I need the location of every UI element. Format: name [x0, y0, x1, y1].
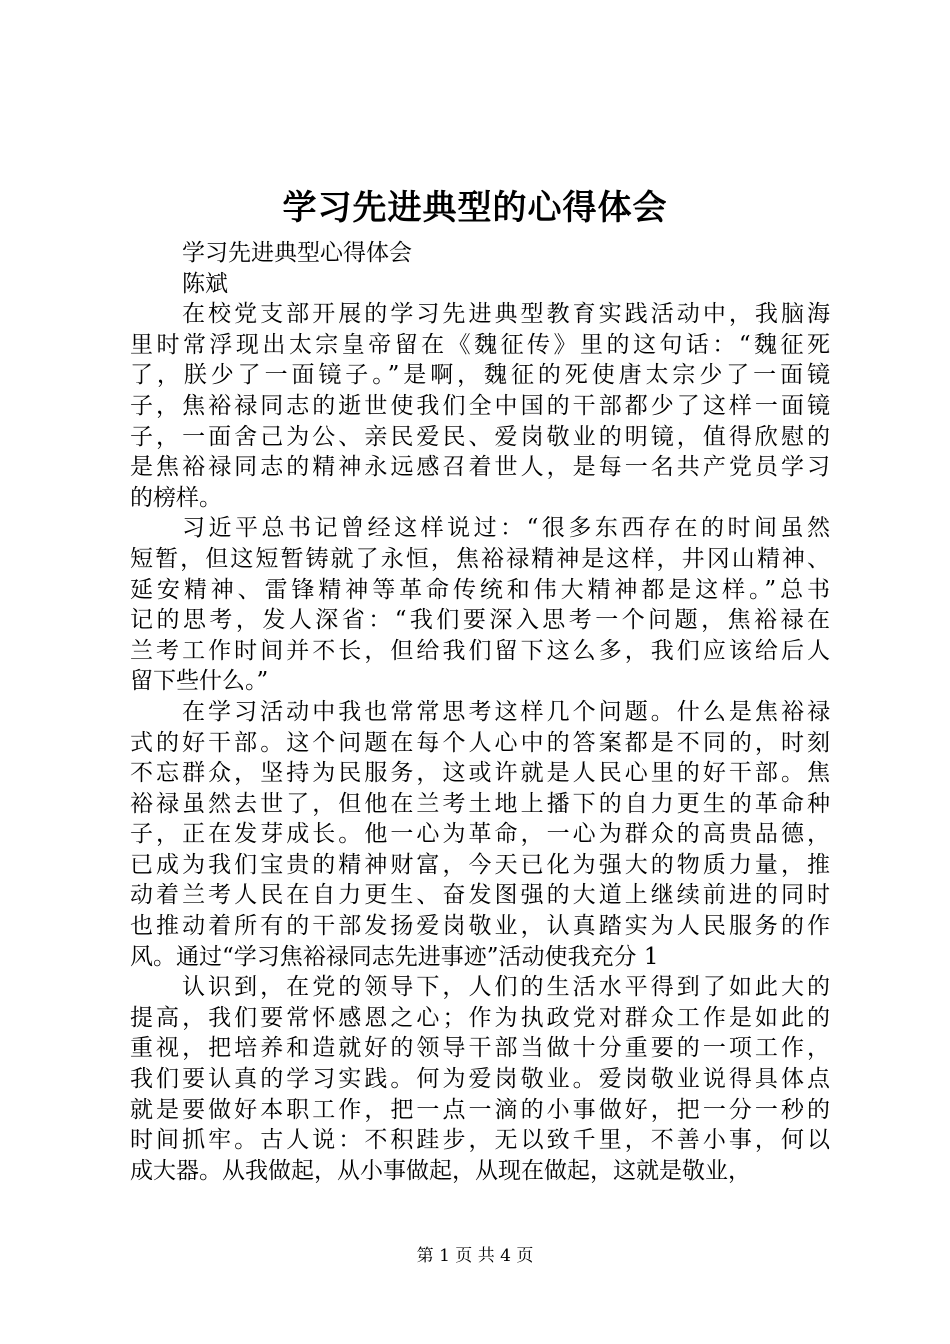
- paragraph-line: 延安精神、雷锋精神等革命传统和伟大精神都是这样。”总书: [130, 576, 830, 603]
- paragraph-line: 提高，我们要常怀感恩之心；作为执政党对群众工作是如此的: [130, 1004, 830, 1031]
- paragraph-line: 式的好干部。这个问题在每个人心中的答案都是不同的，时刻: [130, 729, 830, 756]
- document-title: 学习先进典型的心得体会: [282, 188, 668, 228]
- paragraph-line: 已成为我们宝贵的精神财富，今天已化为强大的物质力量，推: [130, 851, 830, 878]
- paragraph-line: 我们要认真的学习实践。何为爱岗敬业。爱岗敬业说得具体点: [130, 1066, 830, 1093]
- paragraph-line: 子，正在发芽成长。他一心为革命，一心为群众的高贵品德，: [130, 821, 830, 848]
- paragraph: [130, 299, 830, 513]
- paragraph-line: 兰考工作时间并不长，但给我们留下这么多，我们应该给后人: [130, 637, 830, 664]
- paragraph: [130, 972, 830, 1186]
- paragraph: [130, 697, 830, 972]
- paragraph-line: 重视，把培养和造就好的领导干部当做十分重要的一项工作，: [130, 1035, 830, 1062]
- paragraph-line: 子，焦裕禄同志的逝世使我们全中国的干部都少了这样一面镜: [130, 392, 830, 419]
- page-footer: 第 1 页 共 4 页: [416, 1246, 534, 1266]
- paragraph-line: 风。通过“学习焦裕禄同志先进事迹”活动使我充分 1: [130, 943, 659, 970]
- document-subtitle: 学习先进典型心得体会: [182, 240, 412, 266]
- paragraph-line: 的榜样。: [130, 484, 222, 511]
- paragraph-line: 就是要做好本职工作，把一点一滴的小事做好，把一分一秒的: [130, 1096, 830, 1123]
- paragraph-line: 里时常浮现出太宗皇帝留在《魏征传》里的这句话：“魏征死: [130, 331, 830, 358]
- paragraph-line: 在学习活动中我也常常思考这样几个问题。什么是焦裕禄: [182, 698, 830, 725]
- paragraph-line: 子，一面舍己为公、亲民爱民、爱岗敬业的明镜，值得欣慰的: [130, 423, 830, 450]
- paragraph-line: 认识到，在党的领导下，人们的生活水平得到了如此大的: [182, 974, 830, 1001]
- paragraph-line: 是焦裕禄同志的精神永远感召着世人，是每一名共产党员学习: [130, 454, 830, 481]
- paragraph-line: 了，朕少了一面镜子。”是啊，魏征的死使唐太宗少了一面镜: [130, 362, 830, 389]
- paragraph-line: 不忘群众，坚持为民服务，这或许就是人民心里的好干部。焦: [130, 760, 830, 787]
- paragraph-line: 裕禄虽然去世了，但他在兰考土地上播下的自力更生的革命种: [130, 790, 830, 817]
- paragraph-line: 动着兰考人民在自力更生、奋发图强的大道上继续前进的同时: [130, 882, 830, 909]
- paragraph-line: 时间抓牢。古人说：不积跬步，无以致千里，不善小事，何以: [130, 1127, 830, 1154]
- paragraph-line: 留下些什么。”: [130, 668, 269, 695]
- paragraph-line: 短暂，但这短暂铸就了永恒，焦裕禄精神是这样，井冈山精神、: [130, 545, 830, 572]
- paragraph-line: 成大器。从我做起，从小事做起，从现在做起，这就是敬业，: [130, 1157, 751, 1184]
- paragraph: [130, 513, 830, 697]
- paragraph-list: [130, 299, 830, 1186]
- paragraph-line: 也推动着所有的干部发扬爱岗敬业，认真踏实为人民服务的作: [130, 913, 830, 940]
- paragraph-line: 记的思考，发人深省：“我们要深入思考一个问题，焦裕禄在: [130, 607, 830, 634]
- paragraph-line: 习近平总书记曾经这样说过：“很多东西存在的时间虽然: [182, 515, 830, 542]
- document-author: 陈斌: [182, 270, 228, 297]
- document-body: [130, 238, 830, 1186]
- paragraph-line: 在校党支部开展的学习先进典型教育实践活动中，我脑海: [182, 301, 830, 328]
